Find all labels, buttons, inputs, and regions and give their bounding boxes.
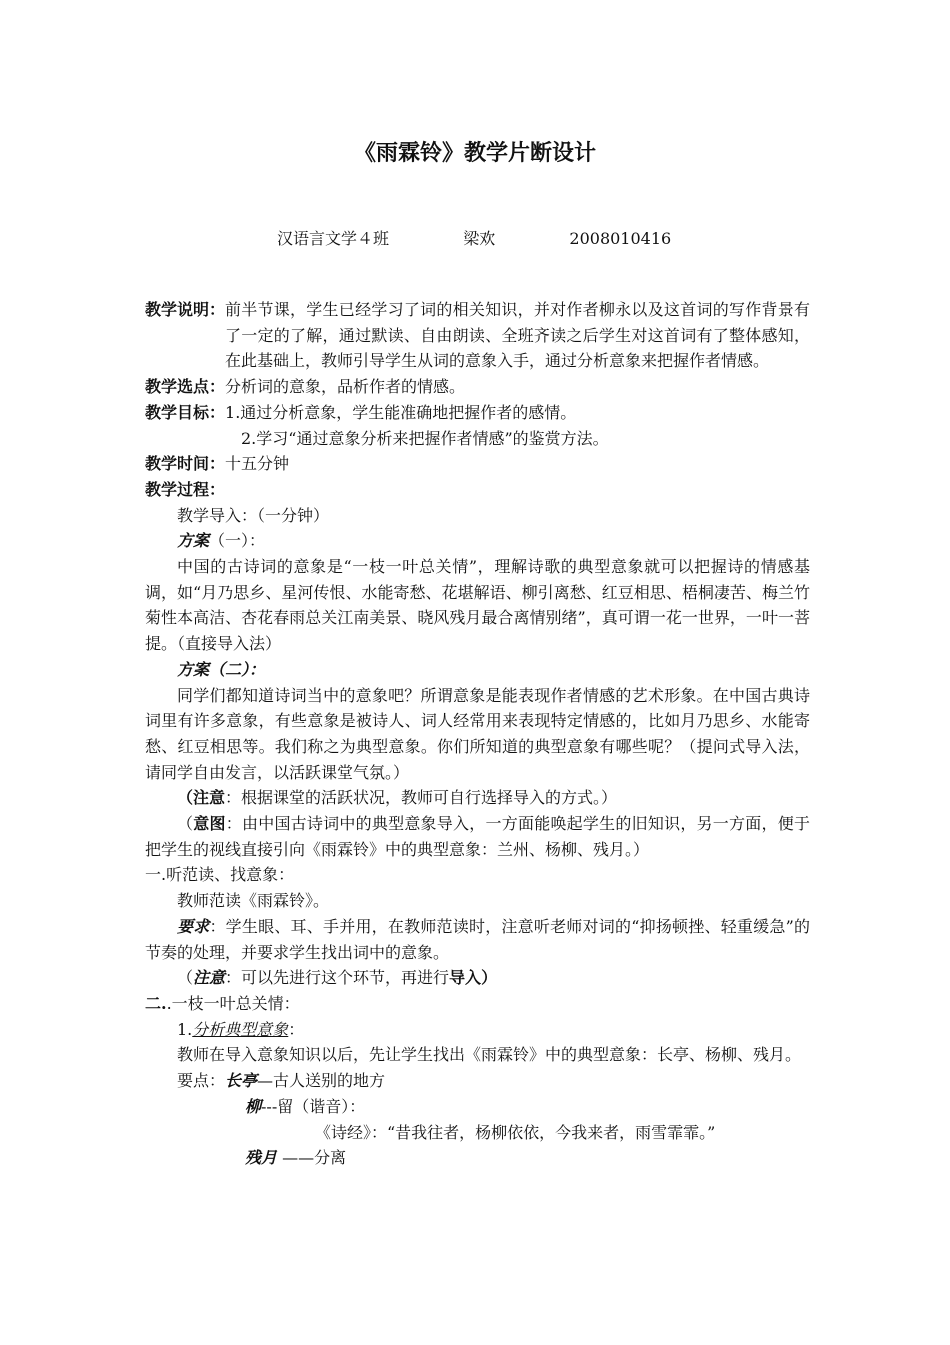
plan1-heading bbox=[145, 528, 810, 554]
part2-heading: 二..一枝一叶总关情： bbox=[145, 993, 300, 1013]
part2-subtitle: 分析典型意象 bbox=[192, 1019, 289, 1039]
intro-intent: （意图：由中国古诗词中的典型意象导入，一方面能唤起学生的旧知识，另一方面，便于把学生的视线直接引向《雨霖铃》中的典型意象：兰州、杨柳、残月。） bbox=[145, 814, 810, 859]
note-label: 注意 bbox=[193, 788, 226, 808]
point-changting: 要点：长亭—古人送别的地方 bbox=[177, 1071, 386, 1091]
part2-paragraph: 教师在导入意象知识以后，先让学生找出《雨霖铃》中的典型意象：长亭、杨柳、残月。 bbox=[177, 1045, 802, 1065]
intro-note: （注意：根据课堂的活跃状况，教师可自行选择导入的方式。） bbox=[177, 788, 618, 808]
teaching-point bbox=[145, 374, 810, 400]
term-canyue: 残月 bbox=[245, 1148, 278, 1168]
teaching-explanation bbox=[145, 297, 810, 374]
intro-heading: 教学导入：（一分钟） bbox=[177, 505, 330, 525]
point-text: 分析词的意象，品析作者的情感。 bbox=[225, 377, 466, 397]
term-changting: 长亭 bbox=[225, 1071, 258, 1091]
document-body bbox=[145, 297, 810, 1171]
part1-note-label: 注意 bbox=[193, 968, 226, 988]
goal-item-2: 2.学习“通过意象分析来把握作者情感”的鉴赏方法。 bbox=[241, 428, 609, 448]
explain-label: 教学说明： bbox=[145, 300, 226, 319]
plan1-text: 中国的古诗词的意象是“一枝一叶总关情”，理解诗歌的典型意象就可以把握诗的情感基调，如“月乃思乡、星河传恨、水能寄愁、花堪解语、柳引离愁、红豆相思、梧桐凄苦、梅兰竹菊性本高洁、杏花春雨总关江南美景、晓风残月最合离情别绪”，真可谓一花一世界，一叶一菩提。（直接导入法） bbox=[145, 557, 810, 654]
plan2-text: 同学们都知道诗词当中的意象吧？所谓意象是能表现作者情感的艺术形象。在中国古典诗词里有许多意象，有些意象是被诗人、词人经常用来表现特定情感的，比如月乃思乡、水能寄愁、红豆相思等。我们称之为典型意象。你们所知道的典型意象有哪些呢？（提问式导入法，请同学自由发言，以活跃课堂气氛。） bbox=[145, 685, 810, 782]
part1-heading: 一.听范读、找意象： bbox=[145, 865, 295, 885]
author-class: 汉语言文学４班 bbox=[277, 229, 390, 248]
plan1-label: 方案 bbox=[177, 531, 210, 551]
teaching-time bbox=[145, 451, 810, 477]
goal-label: 教学目标： bbox=[145, 402, 226, 422]
time-label: 教学时间： bbox=[145, 454, 226, 474]
point-canyue: 残月 ——分离 bbox=[245, 1148, 347, 1168]
process-label: 教学过程： bbox=[145, 479, 226, 499]
intent-label: 意图 bbox=[193, 814, 226, 834]
explain-text: 前半节课，学生已经学习了词的相关知识，并对作者柳永以及这首词的写作背景有了一定的了解，通过默读、自由朗读、全班齐读之后学生对这首词有了整体感知，在此基础上，教师引导学生从词的意象入手，通过分析意象来把握作者情感。 bbox=[225, 300, 810, 371]
part2-subheading: 1.分析典型意象： bbox=[177, 1019, 305, 1039]
point-liu-quote: 《诗经》：“昔我往者，杨柳依依，今我来者，雨雪霏霏。” bbox=[315, 1122, 716, 1142]
author-id: 2008010416 bbox=[569, 229, 672, 248]
plan1-num: （一）： bbox=[209, 531, 266, 551]
teaching-goal bbox=[145, 400, 810, 426]
point-liu: 柳---留（谐音）： bbox=[245, 1096, 366, 1116]
part1-note: （注意：可以先进行这个环节，再进行导入） bbox=[177, 968, 498, 988]
author-line bbox=[277, 226, 671, 249]
goal-item-1: 1.通过分析意象，学生能准确地把握作者的感情。 bbox=[225, 402, 577, 422]
point-label: 教学选点： bbox=[145, 377, 226, 397]
plan2-heading: 方案（二）： bbox=[177, 659, 266, 679]
part1-line1: 教师范读《雨霖铃》。 bbox=[177, 891, 330, 911]
page-title: 《雨霖铃》教学片断设计 bbox=[353, 141, 596, 166]
time-text: 十五分钟 bbox=[225, 454, 290, 474]
part1-requirement: 要求：学生眼、耳、手并用，在教师范读时，注意听老师对词的“抑扬顿挫、轻重缓急”的节奏的处理，并要求学生找出词中的意象。 bbox=[145, 916, 810, 962]
req-label: 要求 bbox=[177, 916, 210, 936]
term-liu: 柳 bbox=[245, 1096, 262, 1116]
author-name: 梁欢 bbox=[463, 229, 496, 248]
